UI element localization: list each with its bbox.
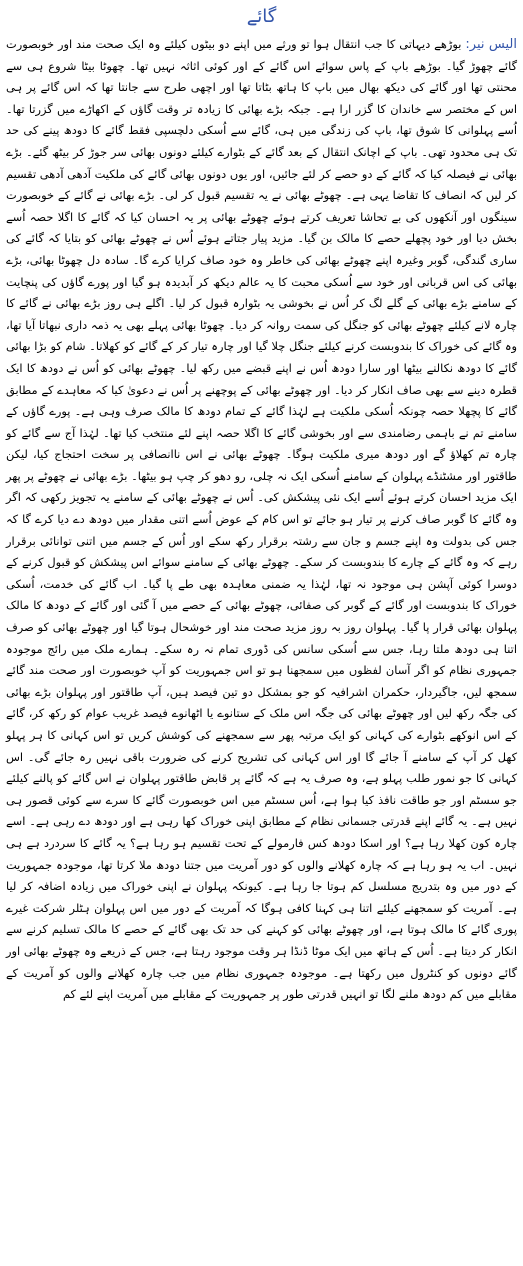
article-body — [6, 34, 517, 1006]
author-name: الیس نیر: — [465, 37, 517, 52]
article-text: بوڑھے دیہاتی کا جب انتقال ہوا تو ورثے میں اپنے دو بیٹوں کیلئے وہ ایک صحت مند اور خوبصورت گائے چھوڑ گیا۔ بوڑھے باپ کے پاس سوائے اس گائے کے اور کوئی اثاثہ نہیں تھا۔ چھوٹا بیٹا شروع ہی سے محنتی تھا اور گائے کی دیکھ بھال میں باپ کا ہاتھ بٹاتا تھا اور اچھی طرح سے جانتا تھا کہ اس گائے پر ہی اس کے مختصر سے خاندان کا گزر ارا ہے۔ جبکہ بڑے بھائی کا زیادہ تر وقت گاؤں کے اکھاڑے میں گزرتا تھا۔ اُسے پہلوانی کا شوق تھا، باپ کی زندگی میں ہی، گائے سے اُسکی دلچسپی فقط گائے کا دودھ پینے کی حد تک ہی محدود تھی۔ باپ کے اچانک انتقال کے بعد گائے کے بٹوارے کیلئے دونوں بھائی سر جوڑ کر بیٹھ گئے۔ بڑے بھائی نے فیصلہ کیا کہ گائے کے دو حصے کر لئے جائیں، اور یوں دونوں بھائی گائے کی ملکیت آدھی آدھی تقسیم کر لیں کہ انصاف کا تقاضا یہی ہے۔ چھوٹے بھائی نے یہ تقسیم قبول کر لی۔ بڑے بھائی نے گائے کے خوبصورت سینگوں اور آنکھوں کی بے تحاشا تعریف کرتے ہوئے چھوٹے بھائی پر یہ احسان کیا کہ گائے کا اگلا حصہ اُسے بخش دیا اور خود پچھلے حصے کا مالک بن گیا۔ مزید پیار جتاتے ہوئے اُس نے چھوٹے بھائی کو بتایا کہ گائے کی ساری گندگی، گوبر وغیرہ اپنے چھوٹے بھائی کی خاطر وہ خود صاف کرایا کرے گا۔ سادہ دل چھوٹا بھائی، بڑے بھائی کی اس قربانی اور خود سے اُسکی محبت کا یہ عالم دیکھ کر آبدیدہ ہو گیا اور پورے گاؤں کی پنچایت کے سامنے بڑے بھائی کے گلے لگ کر اُس نے بخوشی یہ بٹوارہ قبول کر لیا۔ اگلے ہی روز بڑے بھائی نے گائے کا چارہ لانے کیلئے چھوٹے بھائی کو جنگل کی سمت روانہ کر دیا۔ چھوٹا بھائی پہلے بھی یہ ذمہ داری نبھاتا آیا تھا، وہ گائے کی خوراک کا بندوبست کرنے کیلئے جنگل چلا گیا اور چارہ تیار کر کے گائے کو کھلاتا۔ شام کو بڑا بھائی گائے کا دودھ نکالنے بیٹھا اور سارا دودھ اُس نے اپنے قبضے میں رکھ لیا۔ چھوٹے بھائی کو اُس نے دودھ کا ایک قطرہ دینے سے بھی صاف انکار کر دیا۔ اور چھوٹے بھائی کے پوچھنے پر اُس نے دعویٰ کیا کہ معاہدے کے مطابق گائے کا پچھلا حصہ چونکہ اُسکی ملکیت ہے لہٰذا گائے کے تمام دودھ کا مالک صرف وہی ہے۔ پورے گاؤں کے سامنے تم نے باہمی رضامندی سے اور بخوشی گائے کا اگلا حصہ اپنے لئے منتخب کیا تھا۔ لہٰذا آج سے گائے کو چارہ تم کھلاؤ گے اور دودھ میری ملکیت ہوگا۔ چھوٹے بھائی نے اس ناانصافی پر سخت احتجاج کیا، لیکن طاقتور اور مشٹنڈے پہلوان کے سامنے اُسکی ایک نہ چلی، رو دھو کر چپ ہو بیٹھا۔ بڑے بھائی نے چھوٹے پر پھر ایک مزید احسان کرتے ہوئے اُسے ایک نئی پیشکش کی۔ اُس نے چھوٹے بھائی کے سامنے یہ تجویز رکھی کہ اگر وہ گائے کا گوبر صاف کرنے پر تیار ہو جائے تو اس کام کے عوض اُسے اتنی مقدار میں دودھ دے دیا کرے گا کہ جس کی بدولت وہ اپنے جسم و جان سے رشتہ برقرار رکھ سکے اور اُس کے جسم میں اتنی توانائی برقرار رہے کہ وہ گائے کے چارے کا بندوبست کر سکے۔ چھوٹے بھائی کے سامنے سوائے اس پیشکش کو قبول کرنے کے دوسرا کوئی آپشن ہی موجود نہ تھا، لہٰذا یہ ضمنی معاہدہ بھی طے پا گیا۔ اب گائے کی خدمت، اُسکی خوراک کا بندوبست اور گائے کے گوبر کی صفائی، چھوٹے بھائی کے حصے میں آ گئی اور گائے کے دودھ کا مالک پہلوان بھائی قرار پا گیا۔ پہلوان روز بہ روز مزید صحت مند اور خوشحال ہوتا گیا اور چھوٹے بھائی کو صرف اتنا ہی دودھ ملتا رہا، جس سے اُسکی سانس کی ڈوری تمام نہ رہ سکے۔ ہمارے ملک میں رائج موجودہ جمہوری نظام کو اگر آسان لفظوں میں سمجھنا ہو تو اس جمہوریت کو آپ خوبصورت اور صحت مند گائے سمجھ لیں، جاگیردار، حکمران اشرافیہ کو جو بمشکل دو تین فیصد ہیں، آپ طاقتور اور پہلوان بڑے بھائی کی جگہ رکھ لیں اور چھوٹے بھائی کی جگہ اس ملک کے ستانوے یا اٹھانوے فیصد غریب عوام کو رکھ کر، گائے کے اس انوکھے بٹوارے کی کہانی کو ایک مرتبہ پھر سے سمجھنے کی کوشش کریں تو اس کہانی کا ہر پہلو کھل کر آپ کے سامنے آ جائے گا اور اس کہانی کی تشریح کرنے کی ضرورت باقی نہیں رہ جائے گی۔ اس کہانی کا جو نمور طلب پہلو ہے، وہ صرف یہ ہے کہ گائے پر قابض طاقتور پہلوان نے اس گائے کو پالنے کیلئے جو سسٹم اور جو طاقت نافذ کیا ہوا ہے، اُس سسٹم میں اس خوبصورت گائے کا سرے سے کوئی قصور ہی نہیں ہے۔ یہ گائے اپنے قدرتی جسمانی نظام کے مطابق اپنی خوراک کھا رہی ہے اور دودھ دے رہی ہے۔ اسے چارہ کون کھلا رہا ہے؟ اور اسکا دودھ کس فارمولے کے تحت تقسیم ہو رہا ہے؟ یہ گائے کا سردرد ہے ہی نہیں۔ اب یہ ہو رہا ہے کہ چارہ کھلانے والوں کو دور آمریت میں جتنا دودھ ملا کرتا تھا، موجودہ جمہوریت کے دور میں وہ بتدریج مسلسل کم ہوتا جا رہا ہے۔ کیونکہ پہلوان نے اپنی خوراک میں زیادہ اضافہ کر لیا ہے۔ آمریت کو سمجھنے کیلئے اتنا ہی کہنا کافی ہوگا کہ آمریت کے دور میں اس پہلوان ہٹلر شرکت غیرے پوری گائے کا مالک ہوتا ہے، اور چھوٹے بھائی کو کہنے کی حد تک بھی گائے کے حصے کا مالک تسلیم کرنے سے انکار کر دیتا ہے۔ اُس کے ہاتھ میں ایک موٹا ڈنڈا ہر وقت موجود رہتا ہے، جس کے ذریعے وہ چھوٹے بھائی اور گائے دونوں کو کنٹرول میں رکھتا ہے۔ موجودہ جمہوری نظام میں جب چارہ کھلانے والوں کو آمریت کے مقابلے میں کم دودھ ملنے لگا تو انہیں قدرتی طور پر جمہوریت کے مقابلے میں آمریت اپنے لئے کم — [6, 37, 517, 1002]
page-title: گائے — [246, 6, 277, 27]
